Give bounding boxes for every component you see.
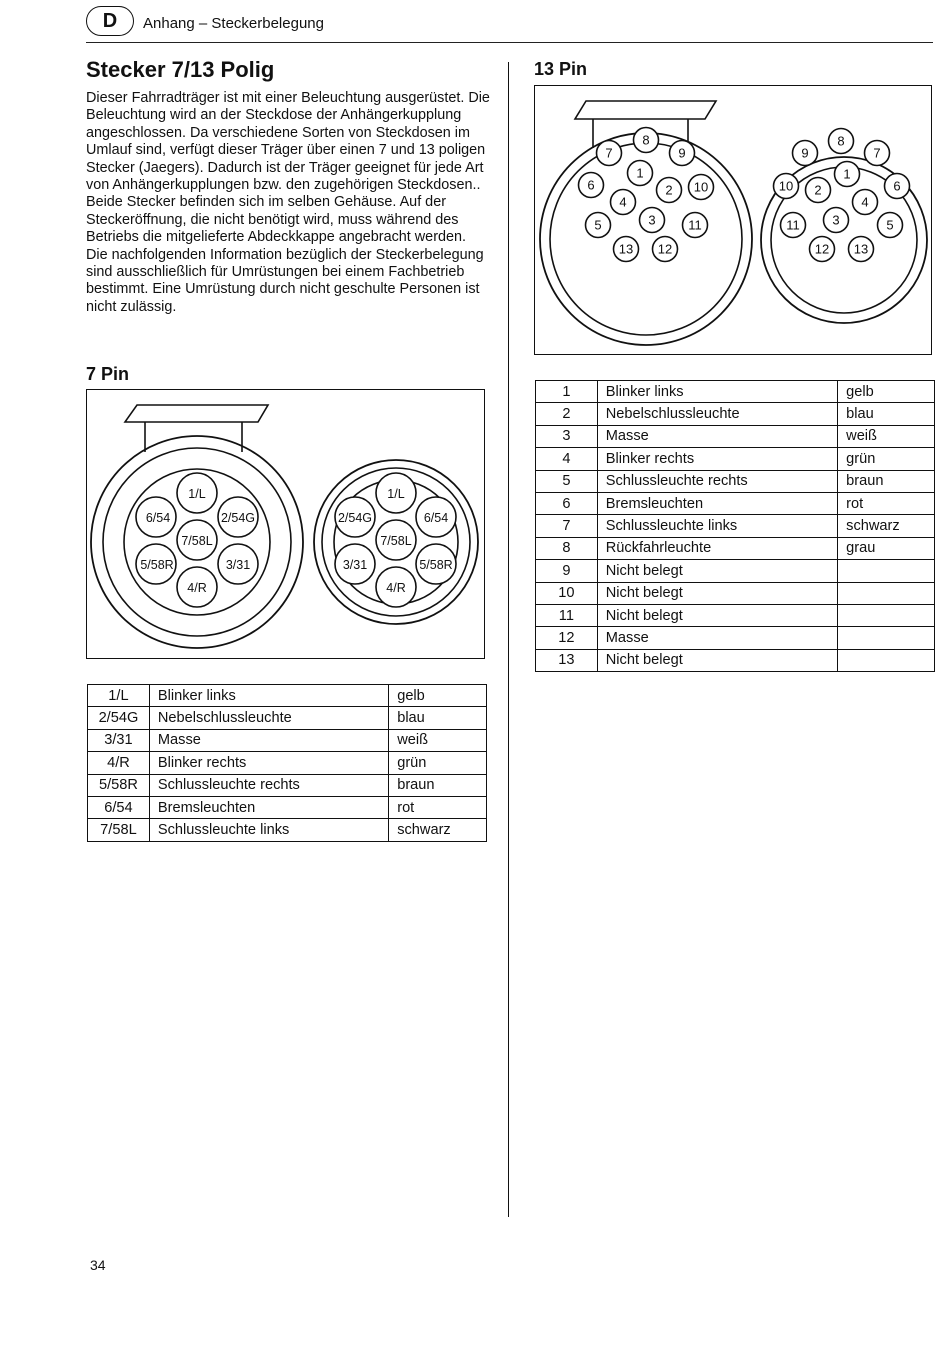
cell-function: Blinker rechts (597, 448, 837, 470)
cell-color: grün (838, 448, 935, 470)
cell-pin: 9 (536, 560, 598, 582)
cell-pin: 5 (536, 470, 598, 492)
table-row (536, 582, 935, 604)
table-row (88, 752, 487, 774)
pin13-diagram-svg (535, 86, 931, 354)
pin13-left-label-9: 9 (678, 145, 686, 161)
page-title: Stecker 7/13 Polig (86, 57, 275, 82)
cell-function: Blinker links (597, 381, 837, 403)
cell-pin: 2/54G (88, 707, 150, 729)
pin7-left-label-5: 5/58R (140, 558, 174, 572)
pin13-left-label-2: 2 (665, 182, 673, 198)
table-row (536, 604, 935, 626)
cell-color (838, 649, 935, 671)
cell-function: Schlussleuchte rechts (149, 774, 388, 796)
plug-housing-top (125, 405, 268, 452)
header-divider (86, 42, 933, 43)
table-row (536, 448, 935, 470)
pin7-right-label-5: 5/58R (419, 558, 453, 572)
cell-color: blau (389, 707, 487, 729)
cell-function: Nicht belegt (597, 582, 837, 604)
intro-text (86, 90, 491, 316)
table-row (88, 774, 487, 796)
pin13-heading: 13 Pin (534, 59, 588, 79)
cell-color: schwarz (838, 515, 935, 537)
pin7-diagram-svg (87, 390, 484, 658)
pin13-right-label-1: 1 (843, 166, 851, 182)
language-badge-label: D (102, 9, 118, 32)
cell-function: Masse (597, 425, 837, 447)
cell-color: schwarz (389, 819, 487, 841)
table-row (536, 649, 935, 671)
intro-paragraph-2: Die nachfolgenden Information bezüglich der Steckerbelegung sind ausschließlich für Umrüstungen bei einem Fachbetrieb bestimmt. Eine Umrüstung durch nicht geschulte Personen ist nicht zulässig. (86, 246, 484, 315)
pin13-diagram (534, 85, 932, 355)
table-row (536, 403, 935, 425)
cell-function: Bremsleuchten (597, 492, 837, 514)
pin13-left-label-6: 6 (587, 177, 595, 193)
table-row (536, 537, 935, 559)
cell-function: Masse (149, 729, 388, 751)
cell-color: grün (389, 752, 487, 774)
pin13-right-label-9: 9 (801, 145, 809, 161)
cell-pin: 7 (536, 515, 598, 537)
cell-function: Nicht belegt (597, 604, 837, 626)
table-row (88, 796, 487, 818)
pin13-left-label-13: 13 (618, 241, 634, 257)
cell-function: Schlussleuchte rechts (597, 470, 837, 492)
pin13-left-label-3: 3 (648, 212, 656, 228)
pin13-pins-left (579, 128, 714, 262)
cell-color (838, 627, 935, 649)
cell-color: grau (838, 537, 935, 559)
language-badge (86, 6, 134, 36)
cell-color: weiß (389, 729, 487, 751)
cell-function: Blinker links (149, 685, 388, 707)
cell-pin: 1 (536, 381, 598, 403)
table-row (536, 627, 935, 649)
pin13-right-label-8: 8 (837, 133, 845, 149)
cell-function: Nicht belegt (597, 649, 837, 671)
pin13-left-label-12: 12 (657, 241, 673, 257)
cell-pin: 4 (536, 448, 598, 470)
cell-pin: 12 (536, 627, 598, 649)
pin13-right-label-10: 10 (778, 178, 794, 194)
pin13-pins-right (774, 129, 910, 262)
table-row (536, 470, 935, 492)
cell-function: Masse (597, 627, 837, 649)
pin13-right-label-3: 3 (832, 212, 840, 228)
pin13-right-label-13: 13 (853, 241, 869, 257)
pin7-left-label-3: 3/31 (225, 558, 251, 572)
cell-pin: 4/R (88, 752, 150, 774)
page-number: 34 (90, 1257, 106, 1273)
pin13-left-label-8: 8 (642, 132, 650, 148)
table-row (88, 685, 487, 707)
pin7-table (87, 684, 487, 842)
table-row (536, 515, 935, 537)
pin7-heading: 7 Pin (86, 364, 130, 384)
cell-color: braun (389, 774, 487, 796)
pin13-left-label-4: 4 (619, 194, 627, 210)
intro-paragraph-1: Dieser Fahrradträger ist mit einer Beleuchtung ausgerüstet. Die Beleuchtung wird an der Steckdose der Anhängerkupplung angeschlossen. Da verschiedene Sorten von Steckdosen im Umlauf sind, verfügt dieser Träger über einen 7 und 13 poligen Stecker (Jaegers). Dadurch ist der Träger geeignet für jede Art von Anhängerkupplungen bzw. den zugehörigen Steckdosen.. Beide Stecker befinden sich im selben Gehäuse. Auf der Steckeröffnung, die nicht benötigt wird, muss während des Betriebs die mitgelieferte Abdeckkappe angebracht werden. (86, 90, 490, 246)
cell-pin: 10 (536, 582, 598, 604)
table-row (88, 729, 487, 751)
cell-color: weiß (838, 425, 935, 447)
column-divider (508, 62, 509, 1217)
pin13-right-label-11: 11 (786, 217, 800, 233)
cell-pin: 11 (536, 604, 598, 626)
cell-function: Schlussleuchte links (149, 819, 388, 841)
pin7-right-label-6: 6/54 (423, 511, 449, 525)
table-row (88, 819, 487, 841)
cell-color: rot (389, 796, 487, 818)
table-row (536, 492, 935, 514)
section-header: Anhang – Steckerbelegung (143, 15, 324, 32)
cell-color (838, 582, 935, 604)
cell-function: Nebelschlussleuchte (597, 403, 837, 425)
pin7-left-label-1: 1/L (188, 487, 206, 501)
cell-function: Nebelschlussleuchte (149, 707, 388, 729)
pin7-right-label-1: 1/L (387, 487, 405, 501)
pin13-left-label-11: 11 (688, 217, 702, 233)
cell-color: gelb (838, 381, 935, 403)
table-row (536, 425, 935, 447)
cell-color (838, 560, 935, 582)
cell-pin: 3 (536, 425, 598, 447)
cell-color: rot (838, 492, 935, 514)
pin13-right-label-5: 5 (886, 217, 894, 233)
pin13-left-label-10: 10 (693, 179, 709, 195)
cell-pin: 1/L (88, 685, 150, 707)
pin7-left-label-4: 4/R (187, 581, 207, 595)
cell-pin: 7/58L (88, 819, 150, 841)
pin7-left-label-6: 6/54 (145, 511, 171, 525)
cell-function: Bremsleuchten (149, 796, 388, 818)
pin7-right-label-7: 7/58L (380, 534, 412, 548)
table-row (88, 707, 487, 729)
cell-function: Blinker rechts (149, 752, 388, 774)
pin13-right-label-7: 7 (873, 145, 881, 161)
pin7-left-label-7: 7/58L (181, 534, 213, 548)
pin13-left-label-1: 1 (636, 165, 644, 181)
cell-pin: 8 (536, 537, 598, 559)
table-row (536, 560, 935, 582)
pin13-right-label-4: 4 (861, 194, 869, 210)
pin7-right-label-2: 2/54G (337, 511, 373, 525)
cell-color: blau (838, 403, 935, 425)
cell-pin: 2 (536, 403, 598, 425)
pin13-right-label-2: 2 (814, 182, 822, 198)
cell-function: Schlussleuchte links (597, 515, 837, 537)
cell-pin: 3/31 (88, 729, 150, 751)
cell-pin: 6/54 (88, 796, 150, 818)
pin13-table (535, 380, 935, 672)
cell-pin: 6 (536, 492, 598, 514)
pin7-right-label-4: 4/R (386, 581, 406, 595)
pin7-right-label-3: 3/31 (342, 558, 368, 572)
cell-function: Rückfahrleuchte (597, 537, 837, 559)
pin13-left-label-7: 7 (605, 145, 613, 161)
cell-function: Nicht belegt (597, 560, 837, 582)
pin13-right-label-12: 12 (814, 241, 830, 257)
table-row (536, 381, 935, 403)
pin13-right-label-6: 6 (893, 178, 901, 194)
cell-color: braun (838, 470, 935, 492)
pin13-left-label-5: 5 (594, 217, 602, 233)
cell-pin: 5/58R (88, 774, 150, 796)
pin7-diagram (86, 389, 485, 659)
cell-pin: 13 (536, 649, 598, 671)
cell-color (838, 604, 935, 626)
pin7-left-label-2: 2/54G (220, 511, 256, 525)
cell-color: gelb (389, 685, 487, 707)
